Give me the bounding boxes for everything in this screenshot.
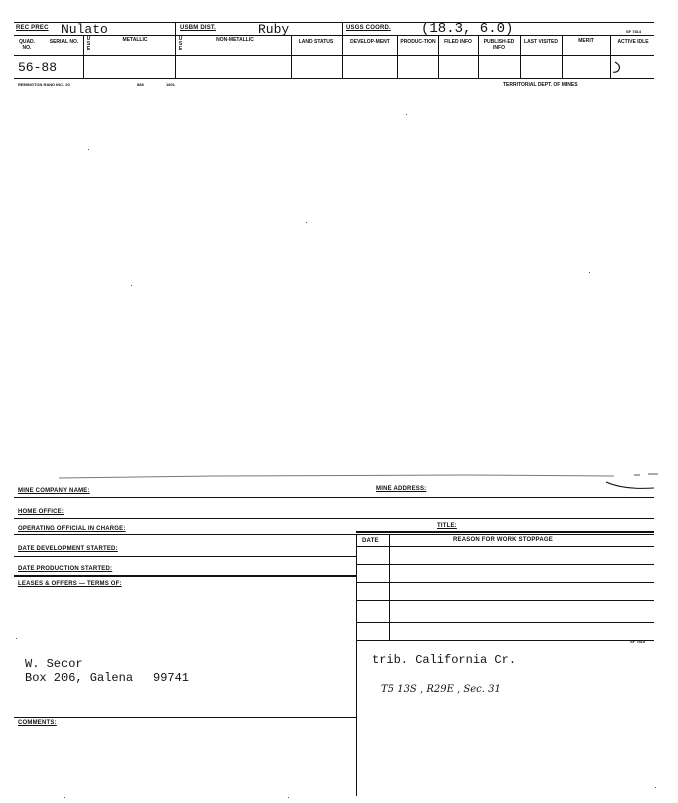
grid-line <box>356 534 357 796</box>
speck <box>88 149 89 150</box>
usgs-coord-label: USGS COORD. <box>346 25 391 31</box>
date-column-label: DATE <box>362 538 379 544</box>
rec-prec-label: REC PREC <box>16 25 49 31</box>
rule <box>356 640 654 641</box>
col-filed-info: FILED INFO <box>444 39 472 45</box>
grid-line <box>291 35 292 78</box>
speck <box>288 797 289 798</box>
col-production: PRODUC-TION <box>400 39 436 45</box>
printer-code-2: 1801 <box>166 82 175 87</box>
operating-official-label: OPERATING OFFICIAL IN CHARGE: <box>18 526 126 532</box>
speck <box>16 638 17 639</box>
card-edge <box>14 470 664 492</box>
col-land-status: LAND STATUS <box>298 39 334 45</box>
usgs-coord-value: (18.3, 6.0) <box>421 21 514 37</box>
usbm-dist-value: Ruby <box>258 22 290 37</box>
title-label: TITLE: <box>437 523 457 529</box>
township-range-section: T5 13S , R29E , Sec. 31 <box>381 684 501 695</box>
form-number-bottom: SF 7815 <box>630 639 646 644</box>
grid-line <box>520 35 521 78</box>
grid-line <box>478 35 479 78</box>
rule <box>356 600 654 601</box>
grid-line <box>438 35 439 78</box>
leases-offers-label: LEASES & OFFERS — TERMS OF: <box>18 581 122 587</box>
reason-column-label: REASON FOR WORK STOPPAGE <box>453 537 553 543</box>
grid-line <box>83 35 84 78</box>
col-non-metallic: NON-METALLIC <box>216 37 254 43</box>
location-description: trib. California Cr. <box>372 653 517 667</box>
quad-number-value: 56-88 <box>18 60 58 75</box>
top-card-top-rule <box>14 22 654 23</box>
grid-line <box>562 35 563 78</box>
col-metallic: METALLIC <box>122 37 148 43</box>
top-card-bottom-rule <box>14 78 654 79</box>
usbm-dist-label: USBM DIST. <box>180 25 217 31</box>
comments-label: COMMENTS: <box>18 720 57 726</box>
active-idle-mark <box>610 60 626 76</box>
rule <box>356 546 654 547</box>
grid-line <box>342 22 343 78</box>
col-development: DEVELOP-MENT <box>350 39 390 45</box>
rule <box>14 518 654 519</box>
col-last-visited: LAST VISITED <box>524 39 558 45</box>
rule <box>14 575 356 577</box>
department-label: TERRITORIAL DEPT. OF MINES <box>503 82 578 88</box>
mine-company-name-label: MINE COMPANY NAME: <box>18 488 90 494</box>
owner-zip: 99741 <box>153 671 190 685</box>
col-serial-no: SERIAL NO. <box>49 39 79 45</box>
rule <box>14 717 356 718</box>
rule <box>14 497 654 498</box>
col-merit: MERIT <box>578 38 594 44</box>
col-published-info: PUBLISH-ED INFO <box>483 39 515 51</box>
speck <box>306 222 307 223</box>
col-active-idle: ACTIVE IDLE <box>617 39 649 45</box>
grid-line <box>397 35 398 78</box>
grid-line <box>389 534 390 640</box>
col-use-metallic: USE <box>86 36 91 52</box>
rule <box>356 582 654 583</box>
col-quad-no: QUAD. NO. <box>18 39 36 51</box>
home-office-label: HOME OFFICE: <box>18 509 65 515</box>
speck <box>64 797 65 798</box>
rec-prec-value: Nulato <box>61 22 108 37</box>
speck <box>406 114 407 115</box>
date-development-label: DATE DEVELOPMENT STARTED: <box>18 546 118 552</box>
rule <box>356 622 654 623</box>
col-use-non-metallic: USE <box>178 36 183 52</box>
mine-address-label: MINE ADDRESS: <box>376 486 427 492</box>
speck <box>589 272 590 273</box>
date-production-label: DATE PRODUCTION STARTED: <box>18 566 113 572</box>
top-card-subheader-rule <box>14 55 654 56</box>
rule <box>356 531 654 533</box>
printer-code-1: 888 <box>137 82 144 87</box>
speck <box>131 285 132 286</box>
owner-address: Box 206, Galena <box>25 671 134 685</box>
rule <box>14 534 654 535</box>
top-card-header-rule <box>14 35 654 36</box>
rule <box>14 556 356 557</box>
grid-line <box>175 22 176 78</box>
owner-name: W. Secor <box>25 657 83 671</box>
form-number-top: SF 7814 <box>626 29 642 34</box>
speck <box>655 787 656 788</box>
printer-line: REMINGTON RAND INC. 20 <box>18 82 70 87</box>
rule <box>356 564 654 565</box>
